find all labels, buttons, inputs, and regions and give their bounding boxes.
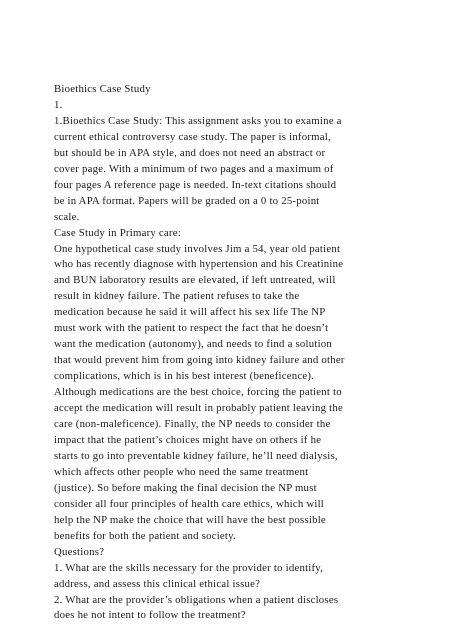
assignment-text-line: scale. xyxy=(54,210,80,223)
assignment-text-line: be in APA format. Papers will be graded on a 0 to 25-point xyxy=(54,194,320,207)
case-study-text-line: care (non-maleficence). Finally, the NP needs to consider the xyxy=(54,418,331,431)
case-study-text-line: help the NP make the choice that will have the best possible xyxy=(54,513,326,526)
case-study-text-line: benefits for both the patient and society. xyxy=(54,529,236,542)
case-study-heading: Case Study in Primary care: xyxy=(54,226,181,239)
assignment-text-line: cover page. With a minimum of two pages and a maximum of xyxy=(54,162,334,175)
assignment-text-line: current ethical controversy case study. The paper is informal, xyxy=(54,130,331,143)
case-study-text-line: starts to go into preventable kidney failure, he’ll need dialysis, xyxy=(54,449,338,462)
case-study-text-line: and BUN laboratory results are elevated, if left untreated, will xyxy=(54,274,336,287)
section-number: 1. xyxy=(54,98,63,111)
case-study-text-line: that would prevent him from going into kidney failure and other xyxy=(54,354,345,367)
assignment-text-line: 1.Bioethics Case Study: This assignment asks you to examine a xyxy=(54,114,342,127)
case-study-text-line: (justice). So before making the final decision the NP must xyxy=(54,481,317,494)
case-study-text-line: One hypothetical case study involves Jim a 54, year old patient xyxy=(54,242,341,255)
case-study-text-line: result in kidney failure. The patient refuses to take the xyxy=(54,290,300,303)
case-study-text-line: consider all four principles of health care ethics, which will xyxy=(54,497,325,510)
case-study-text-line: accept the medication will result in probably patient leaving the xyxy=(54,402,343,415)
case-study-text-line: want the medication (autonomy), and needs to find a solution xyxy=(54,338,333,351)
case-study-text-line: Although medications are the best choice, forcing the patient to xyxy=(54,386,342,399)
case-study-text-line: must work with the patient to respect the fact that he doesn’t xyxy=(54,322,329,335)
assignment-text-line: four pages A reference page is needed. In-text citations should xyxy=(54,178,337,191)
document-title: Bioethics Case Study xyxy=(54,83,151,95)
case-study-text-line: complications, which is in his best interest (beneficence). xyxy=(54,370,315,383)
case-study-text-line: which affects other people who need the same treatment xyxy=(54,465,309,478)
question-line: 2. What are the provider’s obligations when a patient discloses xyxy=(54,593,339,606)
assignment-text-line: but should be in APA style, and does not need an abstract or xyxy=(54,146,326,159)
case-study-text-line: who has recently diagnose with hypertension and his Creatinine xyxy=(54,258,344,271)
case-study-text-line: medication because he said it will affect his sex life The NP xyxy=(54,306,326,319)
document-body xyxy=(54,82,404,624)
question-line: address, and assess this clinical ethical issue? xyxy=(54,577,261,590)
question-line: 1. What are the skills necessary for the provider to identify, xyxy=(54,561,324,574)
case-study-text-line: impact that the patient’s choices might have on others if he xyxy=(54,433,322,446)
questions-heading: Questions? xyxy=(54,545,105,558)
question-line: does he not intent to follow the treatment? xyxy=(54,609,246,622)
